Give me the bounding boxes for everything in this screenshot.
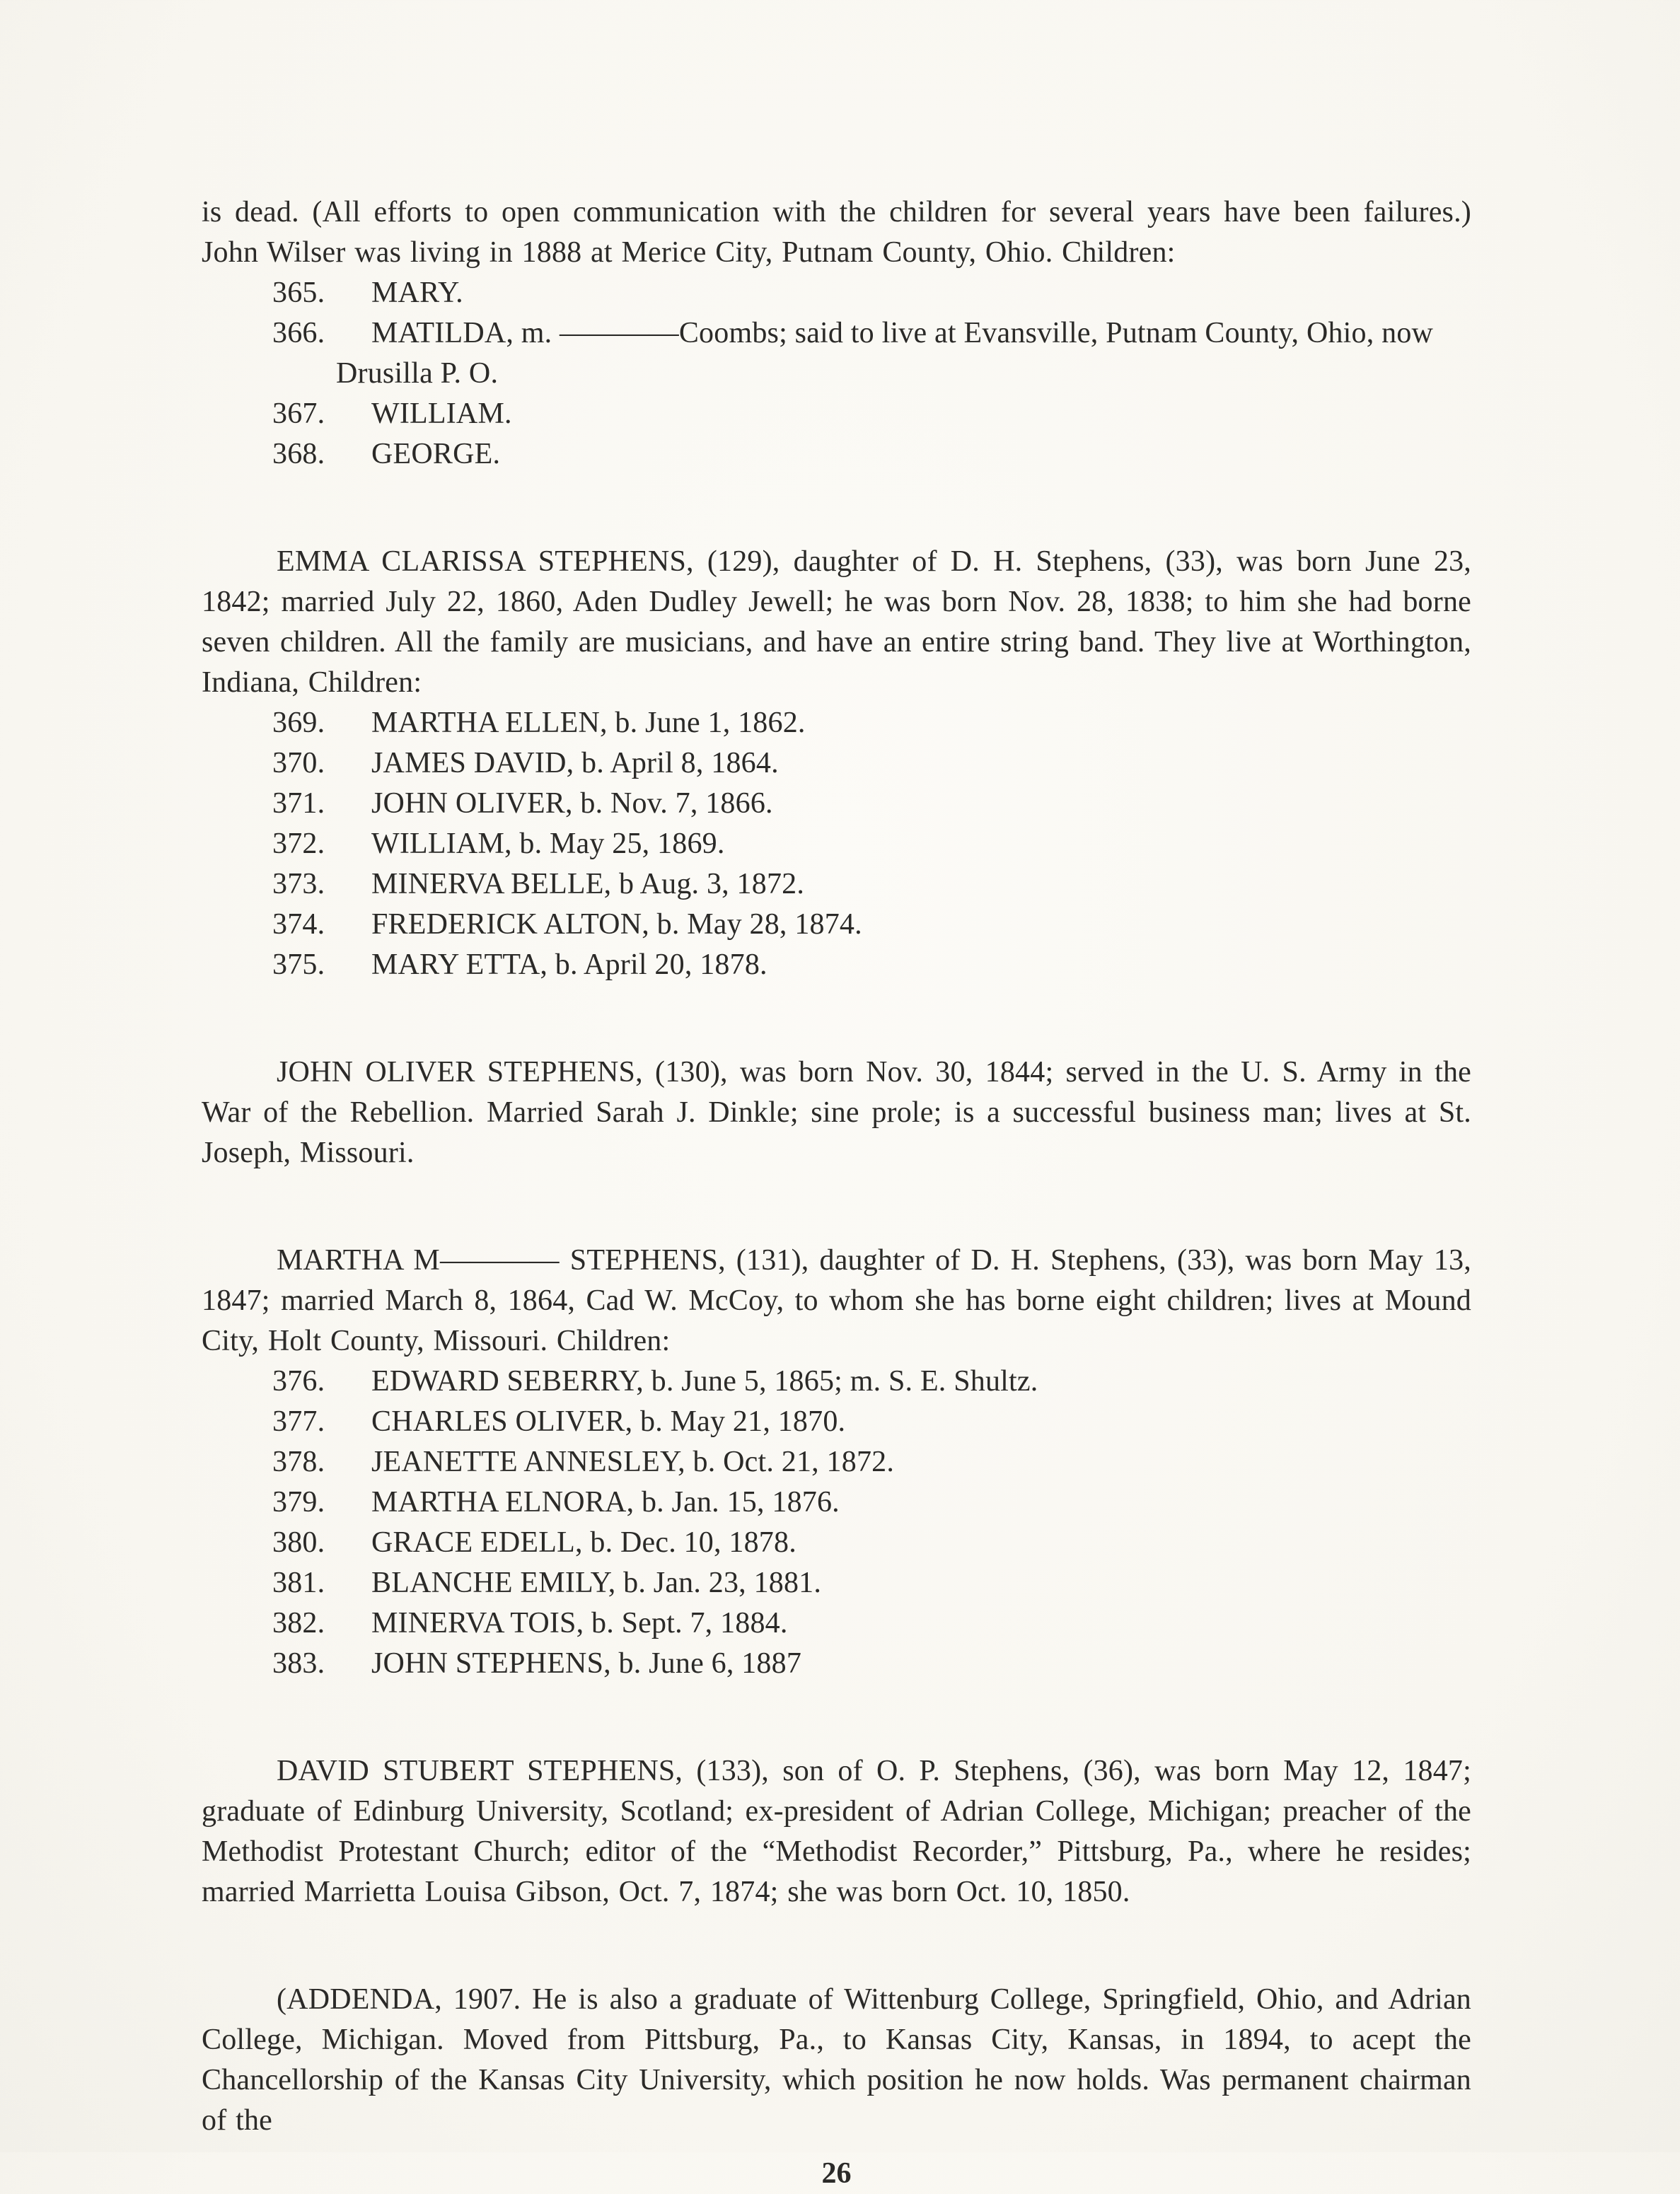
entry-text: BLANCHE EMILY, b. Jan. 23, 1881. — [371, 1567, 822, 1599]
list-item — [202, 1482, 1471, 1523]
entry-text: MATILDA, m. ————Coombs; said to live at Evansville, Putnam County, Ohio, now Drusilla P. O. — [336, 317, 1434, 390]
entry-text: JOHN OLIVER, b. Nov. 7, 1866. — [371, 787, 773, 820]
list-item — [202, 1523, 1471, 1563]
entry-number: 375. — [272, 948, 325, 981]
entry-text: FREDERICK ALTON, b. May 28, 1874. — [371, 908, 862, 941]
children-list — [202, 273, 1471, 475]
entry-text: MINERVA TOIS, b. Sept. 7, 1884. — [371, 1607, 788, 1639]
entry-text: JAMES DAVID, b. April 8, 1864. — [371, 747, 779, 779]
list-item — [202, 1563, 1471, 1603]
entry-number: 366. — [272, 317, 325, 349]
entry-number: 368. — [272, 438, 325, 470]
entry-number: 381. — [272, 1567, 325, 1599]
entry-number: 367. — [272, 397, 325, 430]
entry-text: JEANETTE ANNESLEY, b. Oct. 21, 1872. — [371, 1446, 895, 1478]
list-item — [202, 434, 1471, 475]
entry-number: 365. — [272, 277, 325, 309]
entry-text: MINERVA BELLE, b Aug. 3, 1872. — [371, 868, 805, 900]
list-item — [202, 945, 1471, 985]
entry-number: 382. — [272, 1607, 325, 1639]
list-item — [202, 1644, 1471, 1684]
entry-text: EDWARD SEBERRY, b. June 5, 1865; m. S. E. Shultz. — [371, 1365, 1038, 1398]
entry-text: MARY ETTA, b. April 20, 1878. — [371, 948, 767, 981]
entry-text: JOHN STEPHENS, b. June 6, 1887 — [371, 1647, 802, 1680]
list-item — [202, 864, 1471, 905]
entry-text: CHARLES OLIVER, b. May 21, 1870. — [371, 1405, 846, 1438]
paragraph: is dead. (All efforts to open communication with the children for several years have been failures.) John Wilser was living in 1888 at Merice City, Putnam County, Ohio. Children: — [202, 196, 1471, 269]
entry-number: 376. — [272, 1365, 325, 1398]
paragraph: (ADDENDA, 1907. He is also a graduate of Wittenburg College, Springfield, Ohio, and Adrian College, Michigan. Moved from Pittsburg, Pa., to Kansas City, Kansas, in 1894, to acept the Chancellorship of the Kansas City University, which position he now holds. Was permanent chairman of the — [202, 1983, 1471, 2137]
entry-text: WILLIAM, b. May 25, 1869. — [371, 828, 725, 860]
entry-number: 380. — [272, 1526, 325, 1559]
entry-number: 371. — [272, 787, 325, 820]
page-content — [202, 192, 1471, 2194]
list-item — [202, 743, 1471, 784]
paragraph: EMMA CLARISSA STEPHENS, (129), daughter of D. H. Stephens, (33), was born June 23, 1842; married July 22, 1860, Aden Dudley Jewell; he was born Nov. 28, 1838; to him she had borne seven children. All the family are musicians, and have an entire string band. They live at Worthington, Indiana, Children: — [202, 545, 1471, 699]
entry-number: 379. — [272, 1486, 325, 1519]
list-item — [202, 1603, 1471, 1644]
entry-number: 370. — [272, 747, 325, 779]
entry-text: GRACE EDELL, b. Dec. 10, 1878. — [371, 1526, 796, 1559]
paragraph: MARTHA M———— STEPHENS, (131), daughter of D. H. Stephens, (33), was born May 13, 1847; married March 8, 1864, Cad W. McCoy, to whom she has borne eight children; lives at Mound City, Holt County, Missouri. Children: — [202, 1244, 1471, 1357]
list-item — [202, 1402, 1471, 1442]
entry-number: 369. — [272, 707, 325, 739]
children-list — [202, 1362, 1471, 1684]
page-number: 26 — [821, 2157, 852, 2190]
entry-number: 378. — [272, 1446, 325, 1478]
list-item — [202, 784, 1471, 824]
list-item — [202, 824, 1471, 864]
entry-number: 383. — [272, 1647, 325, 1680]
list-item — [202, 1362, 1471, 1402]
entry-text: MARY. — [371, 277, 463, 309]
entry-text: MARTHA ELLEN, b. June 1, 1862. — [371, 707, 806, 739]
entry-number: 372. — [272, 828, 325, 860]
list-item — [202, 905, 1471, 945]
list-item — [202, 394, 1471, 434]
entry-text: GEORGE. — [371, 438, 501, 470]
list-item — [202, 703, 1471, 743]
entry-number: 373. — [272, 868, 325, 900]
entry-number: 374. — [272, 908, 325, 941]
list-item — [202, 313, 1471, 394]
entry-text: WILLIAM. — [371, 397, 512, 430]
list-item — [202, 1442, 1471, 1482]
text-sections — [202, 192, 1471, 2141]
entry-text: MARTHA ELNORA, b. Jan. 15, 1876. — [371, 1486, 840, 1519]
paragraph: JOHN OLIVER STEPHENS, (130), was born Nov. 30, 1844; served in the U. S. Army in the War of the Rebellion. Married Sarah J. Dinkle; sine prole; is a successful business man; lives at St. Joseph, Missouri. — [202, 1056, 1471, 1169]
entry-number: 377. — [272, 1405, 325, 1438]
list-item — [202, 273, 1471, 313]
paragraph: DAVID STUBERT STEPHENS, (133), son of O. P. Stephens, (36), was born May 12, 1847; graduate of Edinburg University, Scotland; ex-president of Adrian College, Michigan; preacher of the Methodist Protestant Church; editor of the “Methodist Recorder,” Pittsburg, Pa., where he resides; married Marrietta Louisa Gibson, Oct. 7, 1874; she was born Oct. 10, 1850. — [202, 1755, 1471, 1908]
children-list — [202, 703, 1471, 985]
